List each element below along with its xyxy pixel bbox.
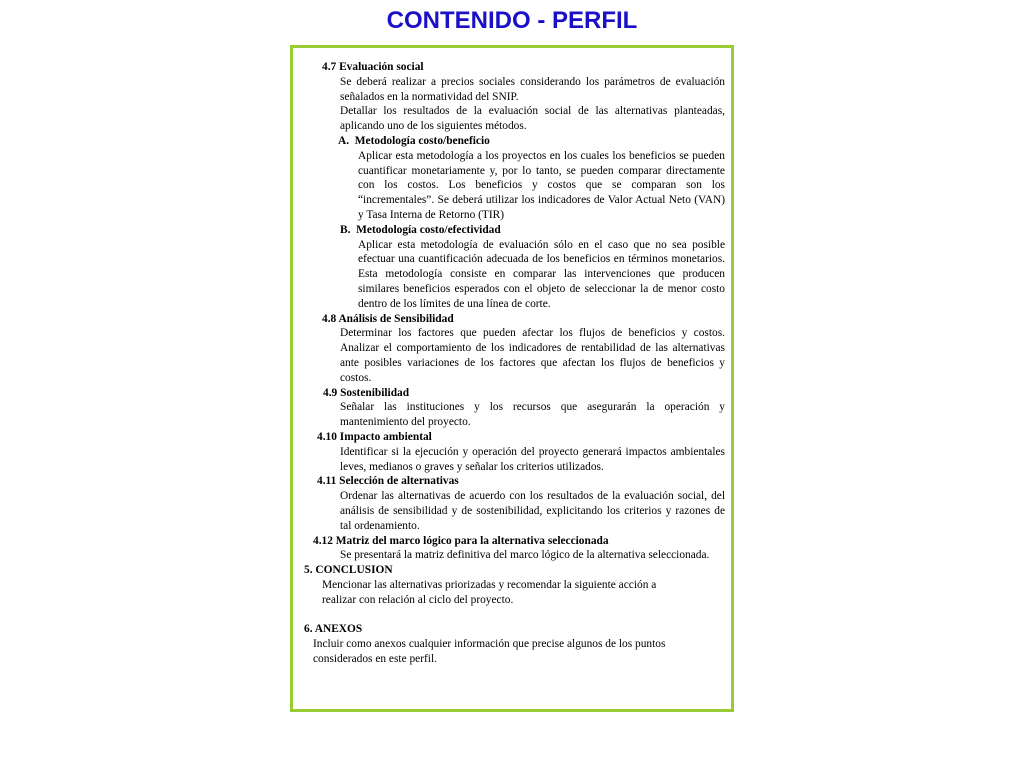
spacer [293,607,725,622]
heading-4-8: 4.8 Análisis de Sensibilidad [322,312,454,325]
paragraph-metodo-a: Aplicar esta metodología a los proyectos en los cuales los beneficios se pueden cuantificar monetariamente y, por lo tanto, se pueden comparar directamente con los costos. Los beneficios y costos que se comparan son los “incrementales”. Se deberá utilizar los indicadores de Valor Actual Neto (VAN) y Tasa Interna de Retorno (TIR) [358,149,725,221]
anexos-line-1: Incluir como anexos cualquier información que precise algunos de los puntos [313,638,666,651]
conclusion-line-1: Mencionar las alternativas priorizadas y recomendar la siguiente acción a [322,578,657,591]
paragraph-4-9: Señalar las instituciones y los recursos que asegurarán la operación y mantenimiento del proyecto. [340,401,725,429]
heading-4-9: 4.9 Sostenibilidad [323,386,410,399]
heading-4-7: 4.7 Evaluación social [322,61,424,73]
page-title: CONTENIDO - PERFIL [386,7,638,34]
heading-conclusion: 5. CONCLUSION [304,564,393,577]
paragraph-4-10: Identificar si la ejecución y operación del proyecto generará impactos ambientales leves, medianos o graves y señalar los criterios utilizados. [340,445,725,473]
heading-4-11: 4.11 Selección de alternativas [317,475,459,488]
anexos-line-2: considerados en este perfil. [313,652,437,665]
paragraph-4-8: Determinar los factores que pueden afectar los flujos de beneficios y costos. Analizar el comportamiento de los indicadores de rentabilidad de las alternativas ante posibles variaciones de los factores que afectan los flujos de beneficios y costos. [340,327,725,384]
paragraph-metodo-b: Aplicar esta metodología de evaluación sólo en el caso que no sea posible efectuar una cuantificación adecuada de los beneficios en términos monetarios. Esta metodología consiste en comparar las intervenciones que producen similares beneficios esperados con el objeto de seleccionar la de menor costo dentro de los límites de una línea de corte. [358,238,725,310]
heading-metodo-b: B. Metodología costo/efectividad [340,223,501,236]
heading-4-10: 4.10 Impacto ambiental [317,430,432,443]
paragraph-4-11: Ordenar las alternativas de acuerdo con los resultados de la evaluación social, del análisis de sensibilidad y de sostenibilidad, explicitando los criterios y razones de tal ordenamiento. [340,490,725,532]
content-frame [290,45,734,712]
heading-4-12: 4.12 Matriz del marco lógico para la alternativa seleccionada [313,534,609,547]
paragraph-4-12: Se presentará la matriz definitiva del marco lógico de la alternativa seleccionada. [340,549,710,562]
paragraph-4-7-precios: Se deberá realizar a precios sociales considerando los parámetros de evaluación señalados en la normatividad del SNIP. [340,75,725,103]
paragraph-4-7-detallar: Detallar los resultados de la evaluación social de las alternativas planteadas, aplicando uno de los siguientes métodos. [340,105,725,133]
heading-metodo-a: A. Metodología costo/beneficio [338,134,490,147]
heading-anexos: 6. ANEXOS [304,623,363,636]
conclusion-line-2: realizar con relación al ciclo del proyecto. [322,593,514,606]
document-body [293,60,725,667]
